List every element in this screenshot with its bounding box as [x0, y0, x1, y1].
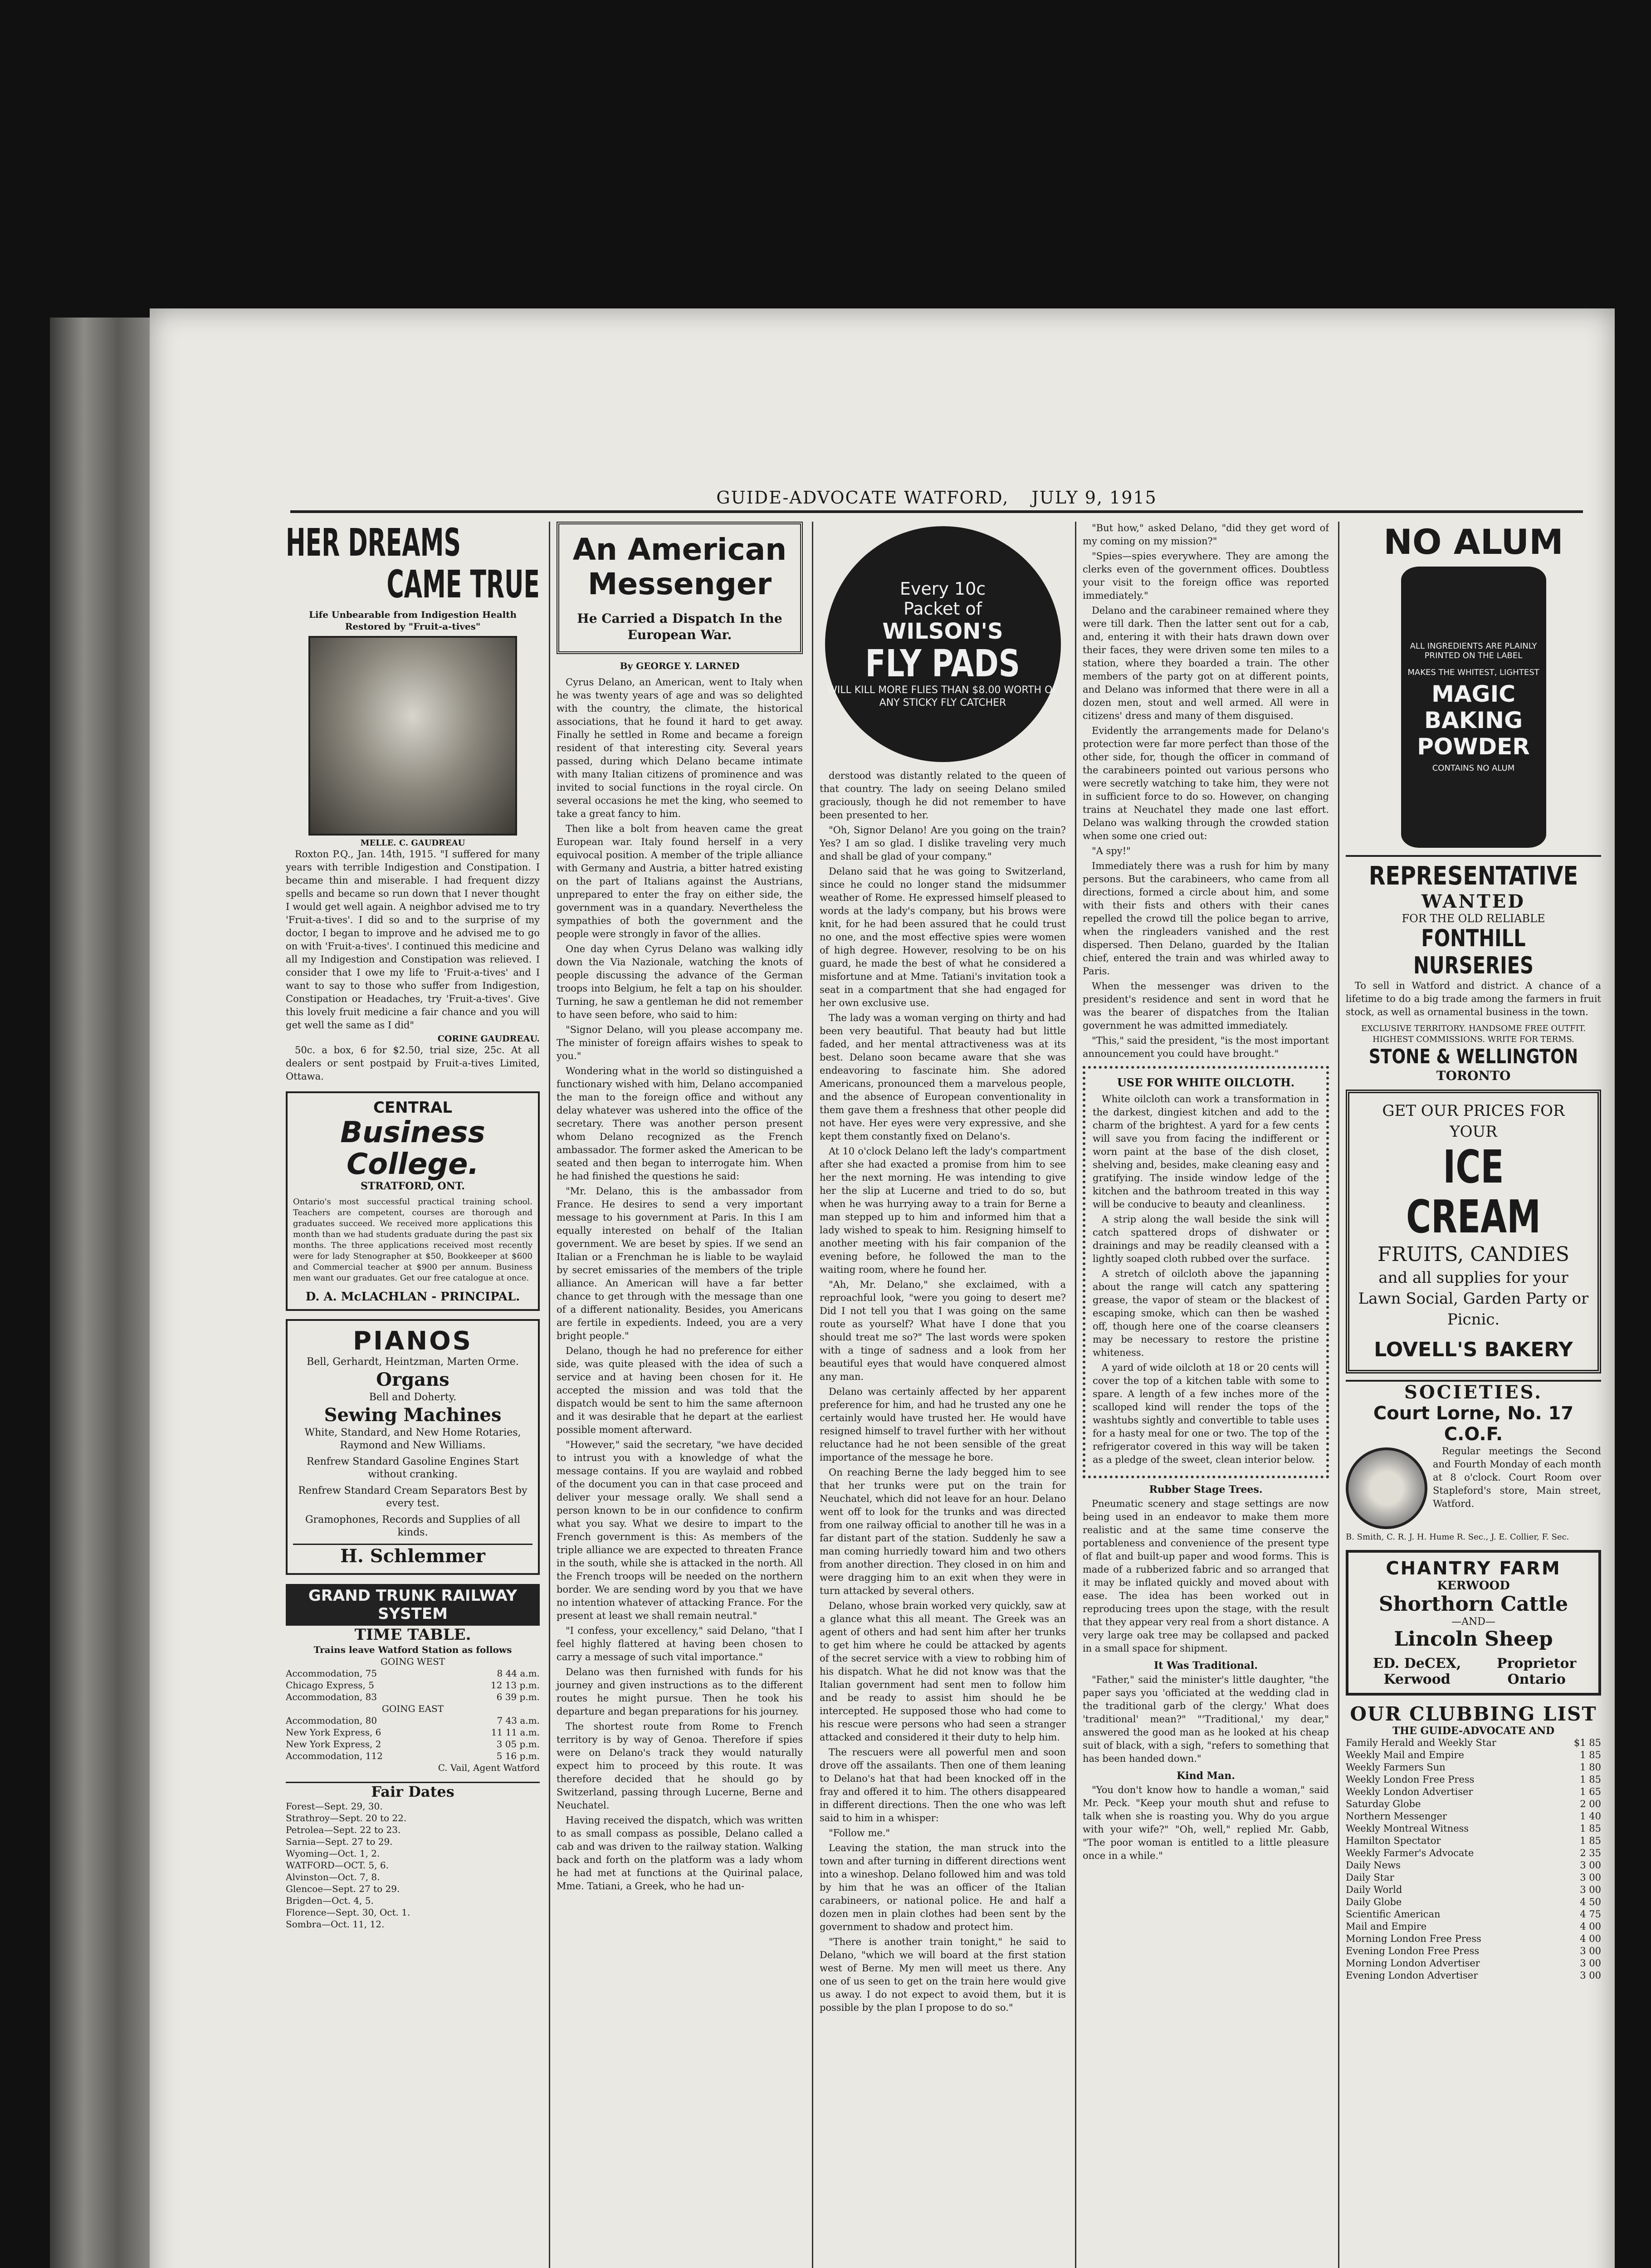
list-item: WATFORD—OCT. 5, 6. [286, 1860, 389, 1871]
list-item: Florence—Sept. 30, Oct. 1. [286, 1907, 410, 1918]
table-row [1346, 1798, 1601, 1810]
clubbing-sub: THE GUIDE-ADVOCATE AND [1392, 1725, 1555, 1737]
flypads-line2: Packet of [903, 599, 982, 619]
representative-ad [1346, 855, 1601, 1083]
publication-name: Weekly London Free Press [1346, 1774, 1475, 1785]
column-1 [286, 522, 540, 2268]
clubbing-rows [1346, 1737, 1601, 1982]
publication-name: Daily World [1346, 1884, 1402, 1895]
chantry-cattle: Shorthorn Cattle [1378, 1593, 1568, 1616]
publication-name: Morning London Advertiser [1346, 1958, 1480, 1969]
pianos-head: PIANOS [352, 1326, 473, 1356]
table-row [1346, 1933, 1601, 1945]
can-ring-text: ALL INGREDIENTS ARE PLAINLY PRINTED ON THE LABEL [1410, 641, 1537, 660]
chantry-farm-ad [1346, 1550, 1601, 1696]
organs-head: Organs [376, 1369, 449, 1390]
rep-text: To sell in Watford and district. A chance of a lifetime to do a big trade among the farmers in fruit stock, as well as ornamental business in the town. [1346, 980, 1601, 1017]
can-bottom: CONTAINS NO ALUM [1432, 763, 1515, 773]
timetable-title: TIME TABLE. [354, 1626, 471, 1644]
publication-name: Daily News [1346, 1860, 1401, 1871]
table-row [1346, 1749, 1601, 1761]
table-row [1346, 1737, 1601, 1749]
court-officers: B. Smith, C. R. J. H. Hume R. Sec., J. E. Collier, F. Sec. [1346, 1532, 1569, 1542]
going-west-label: GOING WEST [380, 1656, 445, 1667]
fair-dates-head: Fair Dates [286, 1782, 540, 1800]
story-body-part2: derstood was distantly related to the queen of that country. The lady on seeing Delano smiled graciously, though he did not remember to have been presented to her. "Oh, Signor Delano! Are you going on the train? Yes? I am so glad. I dislike traveling very much and shall be glad of your company." Delano said that he was going to Switzerland, since he could no longer stand the midsummer weather of Rome. He expressed himself pleased to words at the lady's company, but his brows were knit, for he had been assured that he could trust no one, and the most effective spies were women of high degree. However, resolving to be on his guard, he made the best of what he considered a misfortune and at Mme. Tatiani's invitation took a seat in a compartment that she had engaged for her own exclusive use. The lady was a woman verging on thirty and had been very beautiful. That beauty had but little faded, and her mental attractiveness was at its best. Delano soon became aware that she was endeavoring to fascinate him. She adored Americans, pronounced them a marvelous people, and the absence of European conventionality in them gave them a freshness that other people did not have. Her eyes were very expressive, and she kept them constantly fixed on Delano's. At 10 o'clock Delano left the lady's compartment after she had exacted a promise from him to see her the next morning. He was intending to give her the slip at Lucerne and tried to do so, but when he was hurrying away to a train for Berne a man stepped up to him and informed him that a lady wished to speak to him. Resigning himself to another meeting with his fair companion of the evening before, he followed the man to the waiting room, where he found her. "Ah, Mr. Delano," she exclaimed, with a reproachful look, "were you going to desert me? Did I not tell you that I was going on the same route as yourself? What have I done that you should treat me so?" The last words were spoken with a tinge of sadness and a look from her beautiful eyes that would have conquered almost any man. Delano was certainly affected by her apparent preference for him, and had he trusted any one he certainly would have trusted her. He would have resigned himself to travel further with her without reluctance had he not been sensible of the great importance of the message he bore. On reaching Berne the lady begged him to see that her trunks were put on the train for Neuchatel, which did not leave for an hour. Delano went off to look for the trunks and was directed from one railway official to another till he was in a far distant part of the station. Suddenly he saw a man coming hurriedly toward him and two others from another direction. They closed in on him and were dragging him to an exit when they were in turn attacked by several others. Delano, whose brain worked very quickly, saw at a glance what this all meant. The Greek was an agent of others and had sent him after her trunks to get him where he could be attacked by agents of the secret service with a view to robbing him of his dispatch. What he did not know was that the Italian government had sent men to follow him and be ready to assist him should he be intercepted. He supposed those who had come to his rescue were persons who had seen a stranger attacked and considered it their duty to help him. The rescuers were all powerful men and soon drove off the assailants. Then one of them leaning to Delano's hat that had been knocked off in the fray and offered it to him. The others disappeared in different directions. Then the one who was left said to him in a whisper: "Follow me." Leaving the station, the man struck into the town and after turning in different directions went into a wineshop. Delano followed him and was told by him that he was an officer of the Italian carabineers, or national police. He and half a dozen men in plain clothes had been sent by the government to shadow and protect him. "There is another train tonight," he said to Delano, "which we will board at the first station west of Berne. My men will meet us there. Any one of us seen to get on the train here would give us away. I do not expect to avoid them, but it is possible by the plan I propose to do so." [820, 770, 1066, 2013]
table-row [1346, 1786, 1601, 1798]
magic-baking-powder-ad [1346, 522, 1601, 848]
cof-seal-icon [1346, 1447, 1427, 1529]
price-text: 50c. a box, 6 for $2.50, trial size, 25c. At all dealers or sent postpaid by Fruit-a-tives Limited, Ottawa. [286, 1045, 540, 1082]
list-item: Forest—Sept. 29, 30. [286, 1801, 383, 1812]
publication-price: 3 00 [1580, 1958, 1601, 1969]
baking-powder-can [1401, 567, 1546, 848]
chantry-place: KERWOOD [1437, 1579, 1510, 1593]
societies-head: SOCIETIES. [1346, 1380, 1601, 1403]
kind-man-text: "You don't know how to handle a woman," said Mr. Peck. "Keep your mouth shut and refuse to talk when she is roasting you. Why do you argue with your wife?" "Oh, well," replied Mr. Gabb, "The poor woman is entitled to a little pleasure once in a while." [1083, 1784, 1329, 1861]
column-4 [1075, 522, 1329, 2268]
list-item: Petrolea—Sept. 22 to 23. [286, 1824, 401, 1835]
publication-price: 3 00 [1580, 1860, 1601, 1871]
table-row [1346, 1835, 1601, 1847]
pianos-ad [286, 1319, 540, 1575]
publication-name: Weekly Montreal Witness [1346, 1823, 1469, 1834]
clubbing-list [1346, 1703, 1601, 1982]
flypads-product: FLY PADS [865, 642, 1021, 685]
story-title-box [557, 522, 803, 654]
business-college-ad [286, 1091, 540, 1311]
publication-price: 2 35 [1580, 1848, 1601, 1858]
list-item: Wyoming—Oct. 1, 2. [286, 1848, 380, 1859]
publication-price: 1 85 [1580, 1774, 1601, 1785]
no-alum-head: NO ALUM [1383, 522, 1563, 562]
masthead-date: JULY 9, 1915 [1031, 488, 1157, 508]
publication-name: Hamilton Spectator [1346, 1835, 1441, 1846]
list-item: Alvinston—Oct. 7, 8. [286, 1872, 380, 1882]
publication-price: 4 00 [1580, 1933, 1601, 1944]
separators-text: Renfrew Standard Cream Separators Best by every test. [298, 1485, 528, 1509]
chantry-name: CHANTRY FARM [1386, 1558, 1561, 1579]
table-row [1346, 1823, 1601, 1835]
publication-name: Weekly Mail and Empire [1346, 1750, 1464, 1760]
fair-dates-list [286, 1800, 540, 1930]
rep-nursery: FONTHILL NURSERIES [1413, 925, 1534, 979]
column-5 [1338, 522, 1601, 2268]
table-row [1346, 1921, 1601, 1933]
publication-price: 1 40 [1580, 1811, 1601, 1822]
list-item: Glencoe—Sept. 27 to 29. [286, 1883, 400, 1894]
college-principal: D. A. McLACHLAN - PRINCIPAL. [305, 1290, 520, 1304]
engines-text: Renfrew Standard Gasoline Engines Start without cranking. [307, 1456, 519, 1480]
publication-price: 2 00 [1580, 1799, 1601, 1809]
station-agent: C. Vail, Agent Watford [438, 1762, 540, 1773]
publication-name: Weekly Farmer's Advocate [1346, 1848, 1474, 1858]
sewing-makers: White, Standard, and New Home Rotaries, Raymond and New Williams. [304, 1427, 521, 1451]
ice-cream-head: ICE CREAM [1406, 1140, 1541, 1243]
traditional-title: It Was Traditional. [1153, 1660, 1258, 1672]
organs-makers: Bell and Doherty. [369, 1392, 457, 1403]
rubber-trees-title: Rubber Stage Trees. [1149, 1484, 1263, 1496]
testimonial-signature: CORINE GAUDREAU. [437, 1034, 540, 1044]
oilcloth-article: USE FOR WHITE OILCLOTH. White oilcloth can work a transformation in the darkest, dingiest kitchen and add to the charm of the brightest. A yard for a few cents will save you from facing the indifferent or worn paint at the base of the dish closet, shelving and, besides, make cleaning easy and gratifying. The inside window ledge of the kitchen and the bathroom treated in this way will be conducive to beauty and cleanliness. A strip along the wall beside the sink will catch spattered drops of dishwater or drainings and may be readily cleansed with a lightly soaped cloth rubbed over the surface. A stretch of oilcloth above the japanning about the range will catch any spattering grease, the vapor of steam or the blackest of escaping smoke, which can then be washed off, though here one of the coarse cleansers may be necessary to restore the pristine whiteness. A yard of wide oilcloth at 18 or 20 cents will cover the top of a kitchen table with some to spare. A length of a few inches more of the scalloped kind will render the tops of the washtubs sightly and convertible to table uses for a hasty meal for one or two. The top of the refrigerator covered in this way will be taken as a pledge of the sweet, clean interior below. [1083, 1066, 1329, 1478]
publication-price: 1 80 [1580, 1762, 1601, 1773]
train-row: Chicago Express, 5 12 13 p.m. [286, 1680, 540, 1691]
oilcloth-title: USE FOR WHITE OILCLOTH. [1117, 1076, 1295, 1089]
masthead-paper: GUIDE-ADVOCATE WATFORD, [716, 488, 1009, 508]
kind-man-title: Kind Man. [1177, 1770, 1235, 1782]
list-item: Sombra—Oct. 11, 12. [286, 1919, 385, 1930]
publication-name: Saturday Globe [1346, 1799, 1421, 1809]
list-item: Brigden—Oct. 4, 5. [286, 1895, 374, 1906]
rep-terms: EXCLUSIVE TERRITORY. HANDSOME FREE OUTFIT. HIGHEST COMMISSIONS. WRITE FOR TERMS. [1361, 1024, 1586, 1044]
rep-head: REPRESENTATIVE [1368, 861, 1578, 891]
publication-name: Daily Star [1346, 1872, 1394, 1883]
photo-caption: MELLE. C. GAUDREAU [360, 838, 465, 848]
publication-name: Weekly London Advertiser [1346, 1786, 1473, 1797]
publication-name: Northern Messenger [1346, 1811, 1447, 1822]
rubber-trees-text: Pneumatic scenery and stage settings are now being used in an endeavor to make them more realistic and at the same time conserve the portableness and convenience of the present type of flat and built-up paper and wood forms. This is made of a rubberized fabric and so arranged that it may be inflated quickly and moved about with ease. The idea has been worked out in reproducing trees upon the stage, with the result that they appear very real from a short distance. A very large oak tree may be collapsed and packed in a small space for shipment. [1083, 1498, 1329, 1654]
publication-price: 1 65 [1580, 1786, 1601, 1797]
table-row [1346, 1859, 1601, 1872]
column-2 [549, 522, 803, 2268]
portrait-photo [308, 636, 517, 836]
rep-city: TORONTO [1436, 1068, 1511, 1083]
publication-name: Family Herald and Weekly Star [1346, 1737, 1496, 1748]
publication-name: Scientific American [1346, 1909, 1441, 1920]
court-lorne: Court Lorne, No. 17 C.O.F. [1373, 1403, 1574, 1445]
publication-price: 3 00 [1580, 1872, 1601, 1883]
publication-price: 4 00 [1580, 1921, 1601, 1932]
sewing-head: Sewing Machines [324, 1404, 502, 1426]
table-row [1346, 1908, 1601, 1921]
newspaper-page [150, 308, 1615, 2268]
lovells-bakery-ad [1346, 1090, 1601, 1374]
timetable [286, 1644, 540, 1774]
chantry-and: —AND— [1451, 1616, 1495, 1628]
headline-came-true: CAME TRUE [386, 562, 540, 606]
rep-firm: STONE & WELLINGTON [1368, 1045, 1578, 1068]
publication-price: 3 00 [1580, 1884, 1601, 1895]
publication-name: Daily Globe [1346, 1897, 1402, 1907]
college-text: Ontario's most successful practical training school. Teachers are competent, courses are thorough and graduates succeed. We received more applications this month than we had students graduate during the past six months. The three applications received most recently were for lady Stenographer at $50, Bookkeeper at $600 and Commercial teacher at $900 per annum. Business men want our graduates. Get our free catalogue at once. [293, 1197, 532, 1283]
table-row [1346, 1774, 1601, 1786]
clubbing-head: OUR CLUBBING LIST [1350, 1703, 1597, 1725]
college-top: CENTRAL [373, 1099, 452, 1117]
table-row [1346, 1970, 1601, 1982]
page-masthead [290, 488, 1583, 513]
list-item: Strathroy—Sept. 20 to 22. [286, 1813, 407, 1823]
volume-binding [50, 318, 163, 2268]
column-3 [812, 522, 1066, 2268]
publication-price: 3 00 [1580, 1970, 1601, 1981]
going-east-label: GOING EAST [381, 1703, 444, 1714]
flypads-line1: Every 10c [899, 579, 986, 599]
college-place: STRATFORD, ONT. [361, 1180, 465, 1192]
publication-price: 1 85 [1580, 1823, 1601, 1834]
can-cap-text: MAKES THE WHITEST, LIGHTEST [1407, 668, 1539, 677]
ice-top: GET OUR PRICES FOR YOUR [1382, 1102, 1565, 1141]
rep-for: FOR THE OLD RELIABLE [1402, 912, 1545, 925]
publication-price: 4 50 [1580, 1897, 1601, 1907]
train-row: Accommodation, 80 7 43 a.m. [286, 1715, 540, 1726]
table-row [1346, 1761, 1601, 1774]
fruitatives-subhead: Life Unbearable from Indigestion Health Restored by "Fruit-a-tives" [308, 609, 517, 632]
wilsons-fly-pads-ad [825, 526, 1061, 762]
train-row: Accommodation, 75 8 44 a.m. [286, 1668, 540, 1679]
table-row [1346, 1810, 1601, 1823]
flypads-claim: WILL KILL MORE FLIES THAN $8.00 WORTH OF ANY STICKY FLY CATCHER [827, 684, 1059, 709]
table-row [1346, 1957, 1601, 1970]
court-lorne-notice: Regular meetings the Second and Fourth Monday of each month at 8 o'clock. Court Room over Stapleford's store, Main street, Watford. B. Smith, C. R. J. H. Hume R. Sec., J. E. Collier, F. Sec. [1346, 1446, 1601, 1542]
dealer-name: H. Schlemmer [293, 1544, 532, 1568]
headline-her-dreams: HER DREAMS [286, 522, 461, 565]
ice-fruits: FRUITS, CANDIES [1377, 1243, 1569, 1266]
college-name: Business College. [340, 1116, 485, 1181]
publication-name: Evening London Free Press [1346, 1945, 1480, 1956]
train-row: Accommodation, 83 6 39 p.m. [286, 1691, 540, 1702]
story-body-part3: "But how," asked Delano, "did they get word of my coming on my mission?" "Spies—spies everywhere. They are among the clerks even of the government offices. Doubtless your visit to the foreign office was reported immediately." Delano and the carabineer remained where they were till dark. Then the latter sent out for a cab, and, entering it with their hats drawn down over their faces, they were driven some ten miles to a station, where they boarded a train. The other members of the party got on at different points, and Delano was informed that there were in all a dozen men, stout and well armed. All were in citizens' dress and many of them disguised. Evidently the arrangements made for Delano's protection were far more perfect than those of the other side, for, though the officer in command of the carabineers pointed out various persons who were secretly watching to take him, they were not in sufficient force to do so. However, on changing trains at Neuchatel they made one last effort. Delano was walking through the crowded station when some one cried out: "A spy!" Immediately there was a rush for him by many persons. But the carabineers, who came from all directions, formed a circle about him, and some with their fists and others with their canes repelled the crowd till the police began to arrive, when the ringleaders vanished and the rest dispersed. Then Delano, guarded by the Italian chief, entered the train and was whirled away to Paris. When the messenger was driven to the president's residence and sent in word that he was the bearer of dispatches from the Italian government he was admitted immediately. "This," said the president, "is the most important announcement you could have brought." [1083, 523, 1329, 1059]
publication-price: 1 85 [1580, 1750, 1601, 1760]
chantry-sheep: Lincoln Sheep [1394, 1628, 1553, 1651]
publication-price: 3 00 [1580, 1945, 1601, 1956]
train-row: New York Express, 2 3 05 p.m. [286, 1739, 540, 1750]
table-row [1346, 1884, 1601, 1896]
train-row: Accommodation, 112 5 16 p.m. [286, 1750, 540, 1761]
grand-trunk-head: GRAND TRUNK RAILWAY SYSTEM [286, 1584, 540, 1626]
timetable-intro: Trains leave Watford Station as follows [313, 1644, 512, 1655]
table-row [1346, 1896, 1601, 1908]
list-item: Sarnia—Sept. 27 to 29. [286, 1836, 393, 1847]
train-row: New York Express, 6 11 11 a.m. [286, 1727, 540, 1738]
publication-price: 1 85 [1580, 1835, 1601, 1846]
publication-name: Morning London Free Press [1346, 1933, 1481, 1944]
table-row [1346, 1847, 1601, 1859]
table-row [1346, 1945, 1601, 1957]
publication-name: Weekly Farmers Sun [1346, 1762, 1446, 1773]
ice-supplies: and all supplies for your Lawn Social, Garden Party or Picnic. [1358, 1269, 1589, 1329]
story-body-part1: Cyrus Delano, an American, went to Italy when he was twenty years of age and was so delighted with the country, the climate, the historical associations, that he found it hard to get away. Finally he settled in Rome and became a foreign resident of that interesting city. Several years passed, during which Delano became intimate with many Italian citizens of prominence and was invited to social functions in the royal circle. On several occasions he met the king, who seemed to take a great fancy to him. Then like a bolt from heaven came the great European war. Italy found herself in a very equivocal position. A member of the triple alliance with Germany and Austria, a bitter hatred existing on the part of Italians against the Austrians, unprepared to enter the fray on either side, the government was in a quandary. Nevertheless the sympathies of both the government and the people were strongly in favor of the allies. One day when Cyrus Delano was walking idly down the Via Nazionale, watching the knots of people discussing the advance of the German troops into Belgium, he felt a tap on his shoulder. Turning, he saw a gentleman he did not remember to have seen before, who said to him: "Signor Delano, will you please accompany me. The minister of foreign affairs wishes to speak to you." Wondering what in the world so distinguished a functionary wished with him, Delano accompanied the man to the foreign office and without any delay whatever was ushered into the office of the secretary. There was another person present whom Delano recognized as the French ambassador. The former asked the American to be seated and then began to interrogate him. When he had finished the questions he said: "Mr. Delano, this is the ambassador from France. He desires to send a very important message to his government at Paris. In this I am equally interested on behalf of the Italian government. We are beset by spies. If we send an Italian or a Frenchman he is liable to be waylaid by secret emissaries of the members of the triple alliance. An American will have a far better chance to get through with the message than one of a different nationality. Besides, you Americans are fertile in expedients. Indeed, you are a very bright people." Delano, though he had no preference for either side, was quite pleased with the idea of such a service and at having been chosen for it. He accepted the mission and was told that the dispatch would be sent to him the same afternoon and it was desirable that he depart at the earliest possible moment afterward. "However," said the secretary, "we have decided to intrust you with a knowledge of what the message contains. If you are waylaid and robbed of the document you can in that case proceed and deliver your message orally. We shall send a person known to be in our confidence to confirm what you say. What we desire to impart to the French government is this: As members of the triple alliance we are expected to threaten France in the south, while she is attacked in the north. All the French troops will be needed on the northern border. We are sending word by you that we have no intention whatever of attacking France. For the present at least we shall remain neutral." "I confess, your excellency," said Delano, "that I feel highly flattered at having been chosen to carry a message of such vital importance." Delano was then furnished with funds for his journey and given instructions as to the different routes he might pursue. Then he took his departure and began preparations for his journey. The shortest route from Rome to French territory is by way of Genoa. Therefore if spies were on Delano's track they would naturally expect him to proceed by this route. It was therefore decided that he should go by Switzerland, passing through Lucerne, Berne and Neuchatel. Having received the dispatch, which was written to as small compass as possible, Delano called a cab and was driven to the railway station. Walking back and forth on the platform was a lady whom he had met at functions at the Quirinal palace, Mme. Tatiani, a Greek, who he had un- [557, 677, 803, 1892]
chantry-role: Proprietor Ontario [1497, 1656, 1577, 1687]
traditional-text: "Father," said the minister's little daughter, "the paper says you 'officiated at the wedding clad in the traditional garb of the clergy.' What does 'traditional' mean?" "'Traditional,' my dear," answered the good man as he looked at his cheap suit of black, with a sigh, "refers to something that has been handed down." [1083, 1674, 1329, 1764]
publication-price: 4 75 [1580, 1909, 1601, 1920]
bakery-name: LOVELL'S BAKERY [1374, 1338, 1573, 1361]
publication-name: Evening London Advertiser [1346, 1970, 1478, 1981]
pianos-makers: Bell, Gerhardt, Heintzman, Marten Orme. [307, 1356, 519, 1368]
chantry-owner: ED. DeCEX, Kerwood [1373, 1656, 1461, 1687]
story-byline: By GEORGE Y. LARNED [620, 660, 740, 671]
can-product: MAGIC BAKING POWDER [1417, 681, 1530, 760]
testimonial-text: Roxton P.Q., Jan. 14th, 1915. "I suffered for many years with terrible Indigestion and Constipation. I became thin and miserable. I had frequent dizzy spells and became so run down that I never thought I would get well again. A neighbor advised me to try 'Fruit-a-tives'. I did so and to the surprise of my doctor, I began to improve and he advised me to go on with 'Fruit-a-tives'. I continued this medicine and all my Indigestion and Constipation was relieved. I consider that I owe my life to 'Fruit-a-tives' and I want to say to those who suffer from Indigestion, Constipation or Headaches, try 'Fruit-a-tives'. Give this lovely fruit medicine a fair chance and you will get well the same as I did" [286, 849, 540, 1031]
rep-wanted: WANTED [1421, 891, 1525, 912]
publication-name: Mail and Empire [1346, 1921, 1427, 1932]
table-row [1346, 1872, 1601, 1884]
gramophones-text: Gramophones, Records and Supplies of all kinds. [305, 1514, 521, 1538]
story-title: An American Messenger [572, 532, 787, 601]
story-subtitle: He Carried a Dispatch In the European War. [577, 611, 782, 642]
publication-price: $1 85 [1573, 1737, 1601, 1748]
flypads-brand: WILSON'S [882, 619, 1003, 644]
